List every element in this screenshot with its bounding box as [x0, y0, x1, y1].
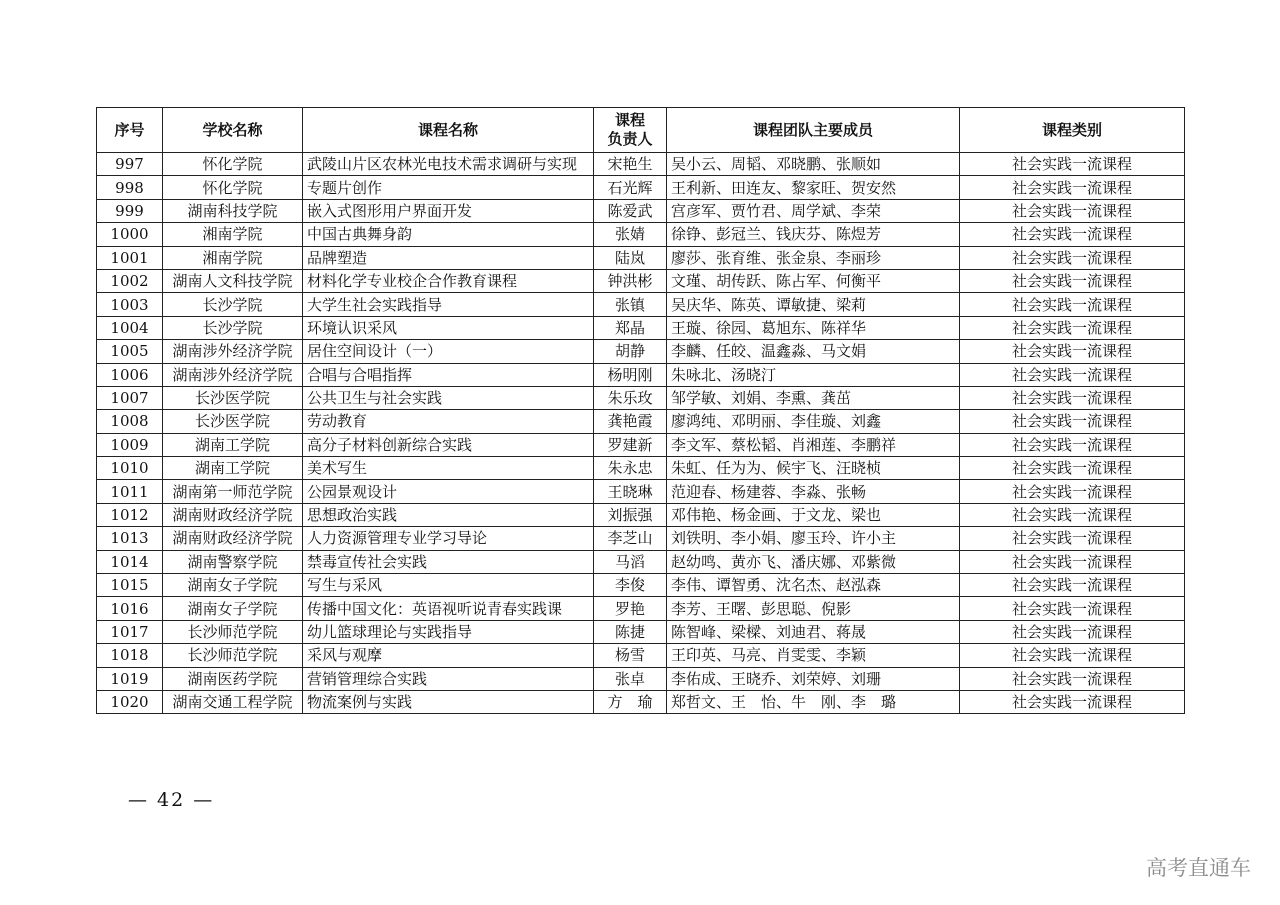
table-row	[97, 690, 1185, 713]
cell-leader: 马滔	[594, 550, 667, 573]
cell-course: 大学生社会实践指导	[303, 293, 594, 316]
cell-members: 范迎春、杨建蓉、李淼、张畅	[667, 480, 960, 503]
cell-leader: 朱乐玫	[594, 386, 667, 409]
cell-course: 营销管理综合实践	[303, 667, 594, 690]
cell-course: 美术写生	[303, 457, 594, 480]
cell-course: 思想政治实践	[303, 503, 594, 526]
table-row	[97, 620, 1185, 643]
cell-course: 居住空间设计（一）	[303, 340, 594, 363]
cell-category: 社会实践一流课程	[960, 223, 1185, 246]
cell-members: 徐铮、彭冠兰、钱庆芬、陈煜芳	[667, 223, 960, 246]
cell-leader: 罗建新	[594, 433, 667, 456]
cell-course: 劳动教育	[303, 410, 594, 433]
table-row	[97, 527, 1185, 550]
cell-members: 宫彦军、贾竹君、周学斌、李荣	[667, 199, 960, 222]
cell-school: 湖南人文科技学院	[163, 269, 303, 292]
cell-members: 李伟、谭智勇、沈名杰、赵泓森	[667, 574, 960, 597]
cell-leader: 宋艳生	[594, 153, 667, 176]
cell-leader: 杨明刚	[594, 363, 667, 386]
cell-course: 高分子材料创新综合实践	[303, 433, 594, 456]
cell-index: 998	[97, 176, 163, 199]
cell-school: 湖南涉外经济学院	[163, 363, 303, 386]
cell-category: 社会实践一流课程	[960, 503, 1185, 526]
cell-leader: 张婧	[594, 223, 667, 246]
cell-members: 邓伟艳、杨金画、于文龙、梁也	[667, 503, 960, 526]
header-leader	[594, 108, 667, 153]
cell-school: 怀化学院	[163, 176, 303, 199]
cell-school: 湖南医药学院	[163, 667, 303, 690]
cell-course: 品牌塑造	[303, 246, 594, 269]
cell-index: 1002	[97, 269, 163, 292]
table-row	[97, 153, 1185, 176]
cell-school: 湖南财政经济学院	[163, 527, 303, 550]
cell-course: 幼儿篮球理论与实践指导	[303, 620, 594, 643]
cell-members: 邹学敏、刘娟、李熏、龚茁	[667, 386, 960, 409]
cell-members: 赵幼鸣、黄亦飞、潘庆娜、邓紫微	[667, 550, 960, 573]
cell-course: 嵌入式图形用户界面开发	[303, 199, 594, 222]
table-row	[97, 480, 1185, 503]
header-members: 课程团队主要成员	[667, 108, 960, 153]
cell-leader: 杨雪	[594, 644, 667, 667]
cell-school: 长沙医学院	[163, 410, 303, 433]
table-row	[97, 293, 1185, 316]
cell-members: 廖鸿纯、邓明丽、李佳璇、刘鑫	[667, 410, 960, 433]
cell-leader: 张镇	[594, 293, 667, 316]
cell-members: 李芳、王曙、彭思聪、倪影	[667, 597, 960, 620]
cell-index: 1018	[97, 644, 163, 667]
cell-school: 长沙学院	[163, 316, 303, 339]
cell-leader: 罗艳	[594, 597, 667, 620]
cell-leader: 刘振强	[594, 503, 667, 526]
cell-leader: 郑晶	[594, 316, 667, 339]
cell-index: 1009	[97, 433, 163, 456]
cell-leader: 胡静	[594, 340, 667, 363]
cell-category: 社会实践一流课程	[960, 340, 1185, 363]
header-course: 课程名称	[303, 108, 594, 153]
cell-members: 吴庆华、陈英、谭敏捷、梁莉	[667, 293, 960, 316]
table-row	[97, 410, 1185, 433]
cell-members: 吴小云、周韬、邓晓鹏、张顺如	[667, 153, 960, 176]
cell-course: 人力资源管理专业学习导论	[303, 527, 594, 550]
cell-category: 社会实践一流课程	[960, 293, 1185, 316]
table-row	[97, 316, 1185, 339]
cell-index: 1000	[97, 223, 163, 246]
cell-course: 采风与观摩	[303, 644, 594, 667]
cell-leader: 朱永忠	[594, 457, 667, 480]
header-leader-line2: 负责人	[607, 130, 653, 148]
course-table	[96, 107, 1185, 714]
cell-school: 湖南交通工程学院	[163, 690, 303, 713]
table-row	[97, 503, 1185, 526]
cell-course: 写生与采风	[303, 574, 594, 597]
table-row	[97, 246, 1185, 269]
cell-leader: 李俊	[594, 574, 667, 597]
cell-school: 湖南涉外经济学院	[163, 340, 303, 363]
cell-members: 李麟、任皎、温鑫淼、马文娟	[667, 340, 960, 363]
cell-course: 合唱与合唱指挥	[303, 363, 594, 386]
cell-school: 怀化学院	[163, 153, 303, 176]
table-row	[97, 644, 1185, 667]
cell-course: 禁毒宣传社会实践	[303, 550, 594, 573]
cell-school: 湖南财政经济学院	[163, 503, 303, 526]
cell-category: 社会实践一流课程	[960, 667, 1185, 690]
cell-category: 社会实践一流课程	[960, 176, 1185, 199]
cell-school: 湖南警察学院	[163, 550, 303, 573]
cell-index: 1013	[97, 527, 163, 550]
table-row	[97, 457, 1185, 480]
cell-school: 湖南工学院	[163, 457, 303, 480]
cell-index: 1008	[97, 410, 163, 433]
cell-school: 湖南工学院	[163, 433, 303, 456]
cell-index: 1004	[97, 316, 163, 339]
cell-course: 专题片创作	[303, 176, 594, 199]
cell-course: 中国古典舞身韵	[303, 223, 594, 246]
cell-category: 社会实践一流课程	[960, 269, 1185, 292]
table-row	[97, 667, 1185, 690]
table-row	[97, 433, 1185, 456]
page-number: — 42 —	[128, 789, 215, 811]
header-leader-line1: 课程	[614, 111, 645, 129]
cell-category: 社会实践一流课程	[960, 690, 1185, 713]
cell-category: 社会实践一流课程	[960, 153, 1185, 176]
cell-category: 社会实践一流课程	[960, 620, 1185, 643]
table-header-row	[97, 108, 1185, 153]
cell-school: 长沙师范学院	[163, 620, 303, 643]
cell-members: 郑哲文、王 怡、牛 刚、李 璐	[667, 690, 960, 713]
cell-index: 997	[97, 153, 163, 176]
table-row	[97, 363, 1185, 386]
cell-school: 长沙医学院	[163, 386, 303, 409]
cell-index: 1020	[97, 690, 163, 713]
cell-members: 王璇、徐园、葛旭东、陈祥华	[667, 316, 960, 339]
cell-category: 社会实践一流课程	[960, 363, 1185, 386]
cell-index: 1007	[97, 386, 163, 409]
cell-category: 社会实践一流课程	[960, 199, 1185, 222]
cell-members: 廖莎、张育维、张金泉、李丽珍	[667, 246, 960, 269]
cell-index: 1010	[97, 457, 163, 480]
cell-category: 社会实践一流课程	[960, 550, 1185, 573]
cell-index: 1005	[97, 340, 163, 363]
cell-school: 湖南女子学院	[163, 574, 303, 597]
cell-category: 社会实践一流课程	[960, 316, 1185, 339]
cell-members: 王利新、田连友、黎家旺、贺安然	[667, 176, 960, 199]
cell-course: 环境认识采风	[303, 316, 594, 339]
cell-leader: 王晓琳	[594, 480, 667, 503]
cell-school: 长沙学院	[163, 293, 303, 316]
cell-category: 社会实践一流课程	[960, 457, 1185, 480]
cell-course: 材料化学专业校企合作教育课程	[303, 269, 594, 292]
cell-index: 999	[97, 199, 163, 222]
cell-category: 社会实践一流课程	[960, 433, 1185, 456]
cell-members: 刘铁明、李小娟、廖玉玲、许小主	[667, 527, 960, 550]
cell-category: 社会实践一流课程	[960, 527, 1185, 550]
table-row	[97, 223, 1185, 246]
cell-index: 1017	[97, 620, 163, 643]
cell-members: 文瑾、胡传跃、陈占军、何衡平	[667, 269, 960, 292]
cell-course: 传播中国文化：英语视听说青春实践课	[303, 597, 594, 620]
cell-leader: 陈捷	[594, 620, 667, 643]
cell-school: 湘南学院	[163, 246, 303, 269]
cell-school: 长沙师范学院	[163, 644, 303, 667]
cell-course: 公园景观设计	[303, 480, 594, 503]
table-body	[97, 153, 1185, 714]
cell-leader: 龚艳霞	[594, 410, 667, 433]
cell-members: 陈智峰、梁樑、刘迪君、蒋晟	[667, 620, 960, 643]
table-row	[97, 386, 1185, 409]
cell-school: 湖南科技学院	[163, 199, 303, 222]
cell-leader: 方 瑜	[594, 690, 667, 713]
cell-index: 1001	[97, 246, 163, 269]
table-row	[97, 340, 1185, 363]
table-row	[97, 269, 1185, 292]
header-category: 课程类别	[960, 108, 1185, 153]
cell-leader: 陆岚	[594, 246, 667, 269]
cell-members: 朱咏北、汤晓汀	[667, 363, 960, 386]
cell-index: 1015	[97, 574, 163, 597]
table-row	[97, 176, 1185, 199]
cell-course: 公共卫生与社会实践	[303, 386, 594, 409]
header-index: 序号	[97, 108, 163, 153]
cell-category: 社会实践一流课程	[960, 597, 1185, 620]
watermark: 高考直通车	[1146, 856, 1251, 880]
table-row	[97, 574, 1185, 597]
cell-category: 社会实践一流课程	[960, 410, 1185, 433]
cell-index: 1011	[97, 480, 163, 503]
table-row	[97, 199, 1185, 222]
table-row	[97, 597, 1185, 620]
cell-index: 1016	[97, 597, 163, 620]
cell-leader: 陈爱武	[594, 199, 667, 222]
cell-members: 王印英、马亮、肖雯雯、李颖	[667, 644, 960, 667]
cell-school: 湖南女子学院	[163, 597, 303, 620]
cell-category: 社会实践一流课程	[960, 246, 1185, 269]
cell-category: 社会实践一流课程	[960, 574, 1185, 597]
cell-members: 朱虹、任为为、候宇飞、汪晓桢	[667, 457, 960, 480]
cell-leader: 李芝山	[594, 527, 667, 550]
cell-school: 湘南学院	[163, 223, 303, 246]
cell-leader: 石光辉	[594, 176, 667, 199]
table-row	[97, 550, 1185, 573]
cell-index: 1019	[97, 667, 163, 690]
cell-category: 社会实践一流课程	[960, 644, 1185, 667]
cell-category: 社会实践一流课程	[960, 386, 1185, 409]
cell-leader: 钟洪彬	[594, 269, 667, 292]
cell-members: 李佑成、王晓乔、刘荣婷、刘珊	[667, 667, 960, 690]
cell-leader: 张卓	[594, 667, 667, 690]
cell-index: 1012	[97, 503, 163, 526]
cell-index: 1006	[97, 363, 163, 386]
cell-category: 社会实践一流课程	[960, 480, 1185, 503]
cell-course: 武陵山片区农林光电技术需求调研与实现	[303, 153, 594, 176]
cell-school: 湖南第一师范学院	[163, 480, 303, 503]
cell-members: 李文军、蔡松韬、肖湘莲、李鹏祥	[667, 433, 960, 456]
cell-index: 1003	[97, 293, 163, 316]
header-school: 学校名称	[163, 108, 303, 153]
cell-course: 物流案例与实践	[303, 690, 594, 713]
cell-index: 1014	[97, 550, 163, 573]
